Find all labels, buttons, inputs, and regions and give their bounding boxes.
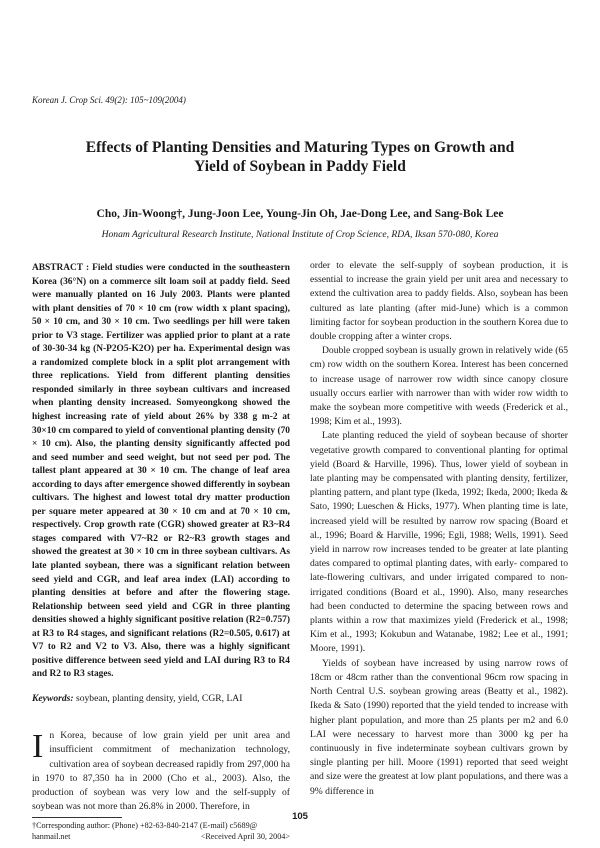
- intro-text: n Korea, because of low grain yield per unit area and insufficient commitment of mechanization technology, cultivation area of soybean decreased rapidly from 297,000 ha in 1970 to 87,350 ha in 2000 (Cho et al., 2003). Also, the production of soybean was very low and the self-supply of soybean was not more than 26.8% in 2000. Therefore, in: [32, 730, 290, 813]
- footnote: [32, 820, 290, 842]
- affiliation: Honam Agricultural Research Institute, National Institute of Crop Science, RDA, Iksan 570-080, Korea: [101, 229, 499, 240]
- abstract-label: ABSTRACT :: [32, 263, 90, 273]
- keywords-text: soybean, planting density, yield, CGR, LAI: [73, 692, 243, 704]
- left-column: [32, 262, 290, 842]
- title-line-1: Effects of Planting Densities and Maturing Types on Growth and: [85, 139, 515, 156]
- journal-header: Korean J. Crop Sci. 49(2): 105~109(2004): [32, 95, 186, 105]
- paragraph-1: order to elevate the self-supply of soybean production, it is essential to increase the grain yield per unit area and necessary to extend the cultivation area to paddy fields. Also, soybean has been cultured as late planting (after mid-June) which is a common limiting factor for soybean production in the southern Korea due to double cropping after a winter crops.: [310, 260, 568, 343]
- drop-cap: I: [32, 728, 44, 766]
- keywords-label: Keywords:: [32, 692, 74, 704]
- paragraph-2: Double cropped soybean is usually grown in relatively wide (65 cm) row width on the southern Korea. Interest has been concerned to increase usage of narrower row width since canopy closure usually occurs earlier with narrower than with wider row width to make the soybean more competitive with weeds (Frederick et al., 1998; Kim et al., 1993).: [310, 345, 568, 428]
- footnote-corresponding: †Corresponding author: (Phone) +82-63-840-2147 (E-mail) c5689@: [32, 821, 258, 831]
- paragraph-3: Late planting reduced the yield of soybean because of shorter vegetative growth compared to conventional planting for optimal yield (Board & Harville, 1996). Thus, lower yield of soybean in late planting may be compensated with planting density, fertilizer, planting pattern, and plant type (Ikeda, 1992; Ikeda, 2000; Ikeda & Sato, 1990; Lueschen & Hicks, 1977). When planting time is late, increased yield will be resulted by narrow row spacing (Board et al., 1996; Board & Harville, 1996; Egli, 1988; Wells, 1991). Seed yield in narrow row increases tended to be greater at late planting dates compared to optimal planting dates, with early- compared to late-flowering cultivars, and under irrigated compared to non-irrigated conditions (Board et al., 1990). Also, many researches had been conducted to determine the spacing between rows and plants within a row that maximizes yield (Frederick et al., 1998; Kim et al., 1993; Kokubun and Watanabe, 1982; Lee et al., 1991; Moore, 1991).: [310, 430, 568, 655]
- paragraph-4: Yields of soybean have increased by using narrow rows of 18cm or 48cm rather than the conventional 96cm row spacing in North Central U.S. soybean growing areas (Beatty et al., 1982). Ikeda & Sato (1990) reported that the yield tended to increase with higher plant population, and more than 25 plants per m2 and 6.0 LAI were necessary to harvest more than 3000 kg per ha continuously in five indeterminate soybean cultivars grown by single planting per hill. Moore (1991) reported that seed weight and size were the greatest at low plant populations, and there was a 9% difference in: [310, 657, 568, 797]
- abstract-text: Field studies were conducted in the southeastern Korea (36°N) on a commerce silt loam soil at paddy field. Seed were manually planted on 16 July 2003. Plants were planted with plant densities of 70 × 10 cm (row width x plant spacing), 50 × 10 cm, and 30 × 10 cm. Two seedlings per hill were taken prior to V3 stage. Fertilizer was applied prior to plant at a rate of 30-30-34 kg (N-P2O5-K2O) per ha. Experimental design was a randomized complete block in a split plot arrangement with three replications. Yield from different planting densities responded similarly in three soybean cultivars and increased when planting density increased. Somyeongkong showed the highest increasing rate of yield about 26% by 338 g m-2 at 30×10 cm compared to yield of conventional planting density (70 × 10 cm). Also, the planting density significantly affected pod and seed number and seed weight, but not seed per pod. The tallest plant appeared at 30 × 10 cm. The change of leaf area according to days after emergence showed differently in soybean cultivars. The highest and lowest total dry matter production per square meter appeared at 30 × 10 cm and at 70 × 10 cm, respectively. Crop growth rate (CGR) showed greater at R3~R4 stages compared with V7~R2 or R2~R3 growth stages and showed the greatest at 30 × 10 cm in three soybean cultivars. As late planted soybean, there was a significant relation between seed yield and CGR, and leaf area index (LAI) according to planting densities at before and after the flowering stage. Relationship between seed yield and CGR in three planting densities showed a highly significant positive relation (R2=0.757) at R3 to R4 stages, and significant relations (R2=0.505, 0.617) at V7 to R2 and V2 to V3. Also, there was a highly significant positive difference between seed yield and LAI during R3 to R4 and R2 to R3 stages.: [32, 263, 291, 680]
- right-column: [310, 259, 568, 799]
- keywords: [32, 692, 290, 706]
- introduction-start: [32, 729, 290, 814]
- received-date: <Received April 30, 2004>: [200, 832, 290, 842]
- footnote-email: hanmail.net: [32, 832, 71, 842]
- title-line-2: Yield of Soybean in Paddy Field: [194, 158, 406, 175]
- paper-title: [60, 138, 540, 176]
- abstract: [32, 262, 290, 682]
- author-list: Cho, Jin-Woong†, Jung-Joon Lee, Young-Jin Oh, Jae-Dong Lee, and Sang-Bok Lee: [96, 208, 504, 220]
- page-number: 105: [292, 811, 308, 822]
